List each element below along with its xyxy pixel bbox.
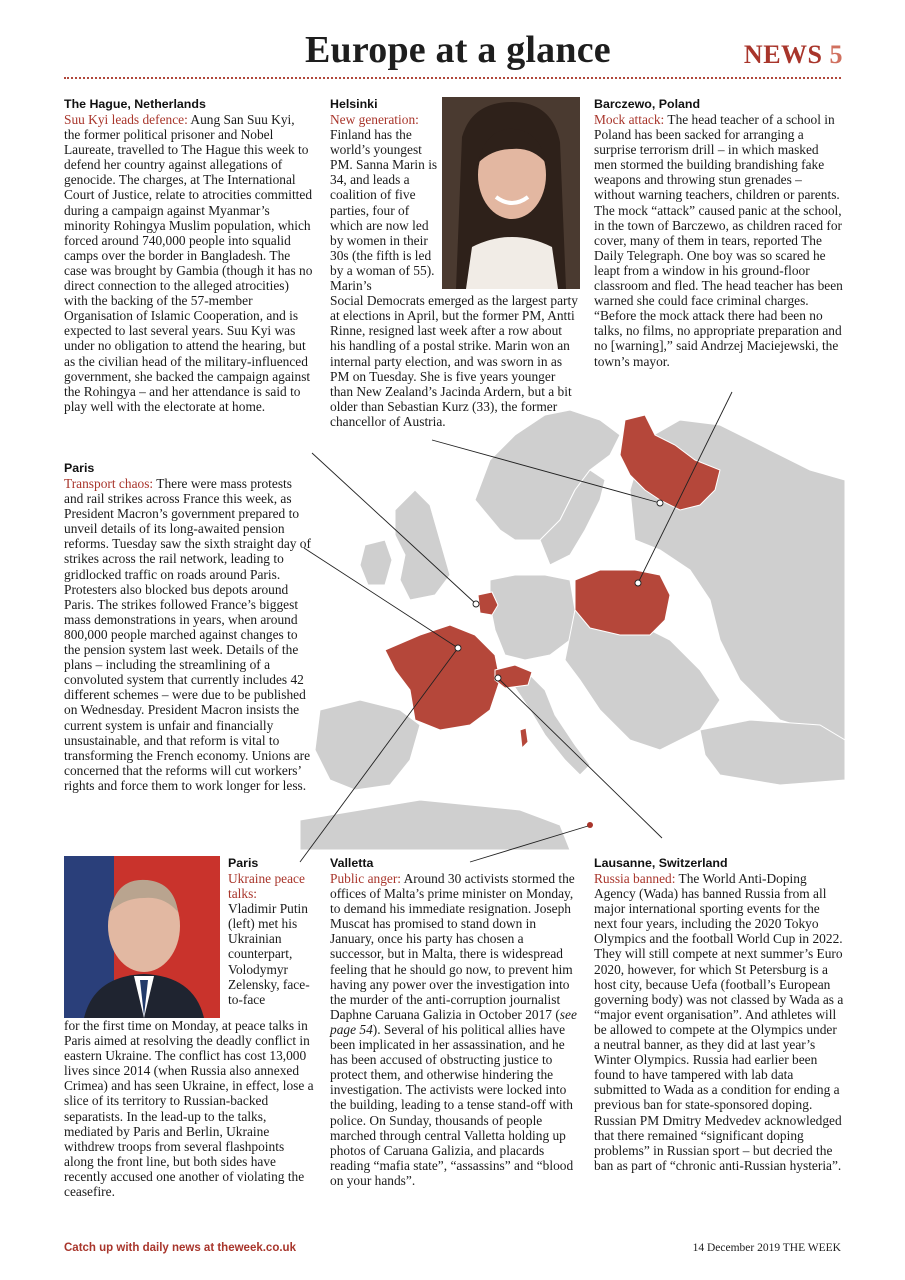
map-uk xyxy=(395,490,450,600)
story-paris-ukraine xyxy=(64,856,314,1199)
map-italy xyxy=(510,675,590,775)
footer-date: 14 December 2019 THE WEEK xyxy=(692,1242,841,1254)
portrait-woman-icon xyxy=(442,97,580,289)
story-text xyxy=(64,112,314,414)
story-place: Paris xyxy=(64,461,95,475)
story-text xyxy=(594,112,844,369)
map-poland xyxy=(575,570,670,635)
map-switzerland xyxy=(495,665,532,688)
story-text xyxy=(228,871,314,1007)
map-north-africa xyxy=(300,800,570,850)
story-paris-transport xyxy=(64,461,312,793)
footer-link[interactable]: Catch up with daily news at theweek.co.uk xyxy=(64,1242,296,1254)
section-name: NEWS xyxy=(743,40,823,69)
story-text xyxy=(64,476,312,793)
story-body: Vladimir Putin (left) met his Ukrainian counterpart, Volodymyr Zelensky, face-to-face xyxy=(228,901,310,1007)
story-valletta xyxy=(330,856,580,1188)
page-reference: see page 54 xyxy=(330,1006,577,1037)
story-kicker: Russia banned: xyxy=(594,871,676,886)
story-place: Valletta xyxy=(330,856,374,870)
story-kicker: Public anger: xyxy=(330,871,402,886)
map-malta-dot xyxy=(587,822,593,828)
story-place: Helsinki xyxy=(330,97,378,111)
story-text xyxy=(594,871,844,1173)
header-rule xyxy=(64,77,841,79)
story-place: Lausanne, Switzerland xyxy=(594,856,728,870)
story-body: Aung San Suu Kyi, the former political prisoner and Nobel Laureate, travelled to The Hague this week to defend her country against allegations of genocide. The charges, at The International Court of Justice, relate to atrocities committed during a campaign against Myanmar’s minority Rohingya Muslim population, which forced around 740,000 people into squalid camps over the border in Bangladesh. The case was brought by Gambia (though it has no direct connection to the alleged atrocities) with the backing of the 57-member Organisation of Islamic Cooperation, and is expected to last several years. Suu Kyi was under no obligation to attend the hearing, but as the civilian head of the military-influenced government, she backed the campaign against the Rohingya – and her attendance is said to play well with the electorate at home. xyxy=(64,112,313,414)
story-kicker: Transport chaos: xyxy=(64,476,154,491)
map-central xyxy=(490,575,575,660)
story-body-continued: ). Several of his political allies have been implicated in her assassination, and he has been accused of obstructing justice to protect them, and otherwise hindering the investigation. The activists were locked into the building, leading to a tense stand-off with police. On Sunday, thousands of people marched through central Valletta holding up photos of Caruana Galizia, and placards reading “mafia state”, “assassins” and “blood on your hands”. xyxy=(330,1021,574,1188)
portrait-man-icon xyxy=(64,856,220,1018)
story-place: The Hague, Netherlands xyxy=(64,97,206,111)
photo-sanna-marin xyxy=(442,97,580,289)
story-text-continued: for the first time on Monday, at peace talks in Paris aimed at resolving the deadly conflict in eastern Ukraine. The conflict has cost 13,000 lives since 2014 (when Russia also annexed Crimea) and has seen Ukraine, in effect, lose a slice of its territory to Russian-backed separatists. In the lead-up to the talks, mediated by Paris and Berlin, Ukraine withdrew troops from several flashpoints along the front line, but both sides have recently accused one another of violating the ceasefire. xyxy=(64,1018,314,1200)
section-label xyxy=(744,40,843,70)
story-place: Paris xyxy=(228,856,259,870)
story-helsinki xyxy=(330,97,580,429)
map-turkey xyxy=(700,720,845,785)
story-kicker: Mock attack: xyxy=(594,112,665,127)
page-title: Europe at a glance xyxy=(305,29,611,71)
story-text-continued: Social Democrats emerged as the largest party at elections in April, but the former PM, Antti Rinne, resigned last week after a row about his handling of a postal strike. Marin won an internal party election, and was sworn in as PM on Tuesday. She is five years younger than New Zealand’s Jacinda Ardern, but a bit older than Sebastian Kurz (33), the former chancellor of Austria. xyxy=(330,293,578,429)
story-kicker: New generation: xyxy=(330,112,419,127)
story-body: Around 30 activists stormed the offices of Malta’s prime minister on Monday, to demand his immediate resignation. Joseph Muscat has promised to stand down in January, once his party has chosen a successor, but in Malta, there is widespread feeling that he should go now, to prevent him having any power over the investigation into the murder of the anti-corruption journalist Daphne Caruana Galizia in October 2017 ( xyxy=(330,871,575,1022)
story-body: The head teacher of a school in Poland has been sacked for arranging a surprise terrorism drill – in which masked men stormed the building brandishing fake weapons and throwing stun grenades – without warning teachers, children or parents. The mock “attack” caused panic at the school, in the town of Barczewo, as children raced for cover, many of them in tears, reported The Daily Telegraph. One boy was so scared he leapt from a window in his ground-floor classroom and fled. The head teacher has been warned she could face criminal charges. “Before the mock attack there had been no talks, no films, no appropriate preparation and no [warning],” said Andrzej Maciejewski, the town’s mayor. xyxy=(594,112,843,369)
story-text xyxy=(330,112,440,293)
map-corsica xyxy=(520,728,528,748)
story-place: Barczewo, Poland xyxy=(594,97,701,111)
story-barczewo xyxy=(594,97,844,369)
photo-vladimir-putin xyxy=(64,856,220,1018)
map-iberia xyxy=(315,700,420,790)
story-body: There were mass protests and rail strikes across France this week, as President Macron’s government prepared to unveil details of its long-awaited pension reforms. Tuesday saw the sixth straight day of strikes across the rail network, leading to gridlocked traffic on roads around Paris. Protesters also blocked bus depots around Paris. The strikes followed France’s biggest mass demonstrations in years, when around 800,000 people marched against changes to the pension system last week. Details of the plans – including the streamlining of a convoluted system that currently includes 42 different schemes – were due to be published on Wednesday. President Macron insists the current system is unfair and financially unsustainable, and that reform is vital to transforming the French economy. Unions are concerned that the reforms will cut workers’ rights and force them to work longer for less. xyxy=(64,476,311,793)
story-lausanne xyxy=(594,856,844,1173)
story-kicker: Suu Kyi leads defence: xyxy=(64,112,188,127)
section-number: 5 xyxy=(829,40,843,69)
story-kicker: Ukraine peace talks: xyxy=(228,871,305,902)
map-ireland xyxy=(360,540,392,585)
story-hague xyxy=(64,97,314,414)
europe-map xyxy=(300,380,845,850)
story-body: Finland has the world’s youngest PM. Sanna Marin is 34, and leads a coalition of five parties, four of which are now led by women in their 30s (the fifth is led by a woman of 55). Marin’s xyxy=(330,127,438,294)
story-text xyxy=(330,871,580,1188)
story-body: The World Anti-Doping Agency (Wada) has banned Russia from all major international sporting events for the next four years, including the 2020 Tokyo Olympics and the football World Cup in 2022. They will still compete at next summer’s Euro 2020, however, for which St Petersburg is a host city, because Uefa (football’s European governing body) was not classed by Wada as a “major event organisation”. And athletes will be allowed to compete at the Olympics under a neutral banner, as they did at last year’s Winter Olympics. Russia had earlier been found to have tampered with lab data submitted to Wada as a condition for ending a previous ban for state-sponsored doping. Russian PM Dmitry Medvedev acknowledged that there remained “significant doping problems” in Russian sport – but decried the ban as part of “chronic anti-Russian hysteria”. xyxy=(594,871,844,1173)
